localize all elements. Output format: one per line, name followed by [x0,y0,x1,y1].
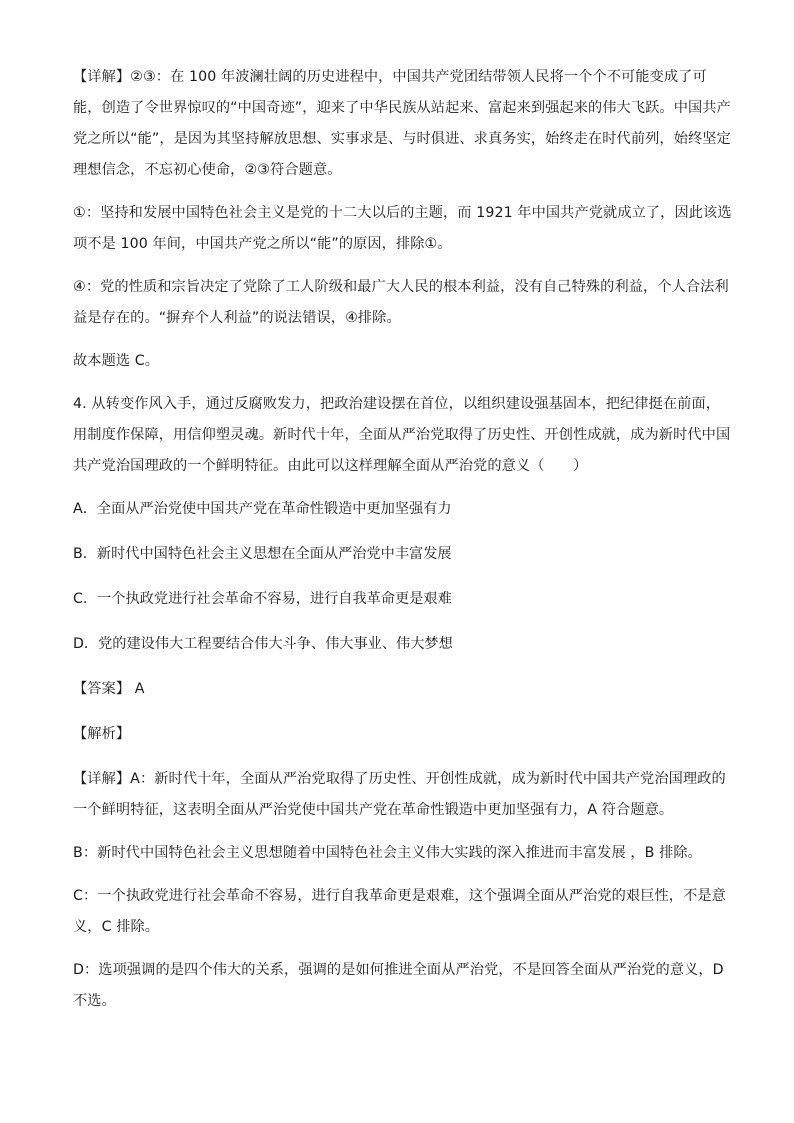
document-page [73,62,733,1017]
detail-paragraph-2: ①：坚持和发展中国特色社会主义是党的十二大以后的主题，而 1921 年中国共产党就成立了，因此该选项不是 100 年间，中国共产党之所以“能”的原因，排除①。 [73,205,732,252]
option-a: A．全面从严治党使中国共产党在革命性锻造中更加坚强有力 [73,501,452,517]
detail-paragraph-5: B：新时代中国特色社会主义思想随着中国特色社会主义伟大实践的深入推进而丰富发展 ，B 排除。 [73,845,702,861]
detail-paragraph-6: C：一个执政党进行社会革命不容易，进行自我革命更是艰难，这个强调全面从严治党的艰巨性，不是意义，C 排除。 [73,888,726,935]
detail-text-2: A：新时代十年，全面从严治党取得了历史性、开创性成就，成为新时代中国共产党治国理政的一个鲜明特征，这表明全面从严治党使中国共产党在革命性锻造中更加坚强有力，A 符合题意。 [73,771,726,818]
detail-paragraph-7: D：选项强调的是四个伟大的关系，强调的是如何推进全面从严治党，不是回答全面从严治党的意义，D 不选。 [73,962,724,1009]
detail-paragraph-4 [73,764,733,826]
option-d: D．党的建设伟大工程要结合伟大斗争、伟大事业、伟大梦想 [73,636,453,652]
detail-tag-2: 【详解】 [73,771,131,787]
detail-paragraph-1 [73,62,733,186]
answer-value: A [134,681,145,697]
answer-line [73,674,733,705]
option-c: C．一个执政党进行社会革命不容易，进行自我革命更是艰难 [73,591,452,607]
detail-tag: 【详解】 [73,69,131,85]
option-b: B．新时代中国特色社会主义思想在全面从严治党中丰富发展 [73,546,452,562]
conclusion-text: 故本题选 C。 [73,353,160,369]
answer-tag: 【答案】 [73,681,131,697]
question-text: 从转变作风入手，通过反腐败发力，把政治建设摆在首位，以组织建设强基固本，把纪律挺在前面，用制度作保障，用信仰塑灵魂。新时代十年，全面从严治党取得了历史性、开创性成就，成为新时代中国共产党治国理政的一个鲜明特征。由此可以这样理解全面从严治党的意义（ ） [73,396,731,474]
detail-text: ②③：在 100 年波澜壮阔的历史进程中，中国共产党团结带领人民将一个个不可能变成了可能，创造了令世界惊叹的“中国奇迹”，迎来了中华民族从站起来、富起来到强起来的伟大飞跃。中国共产党之所以“能”，是因为其坚持解放思想、实事求是、与时俱进、求真务实，始终走在时代前列，始终坚定理想信念，不忘初心使命，②③符合题意。 [73,69,731,178]
question-number: 4. [73,396,87,412]
detail-paragraph-3: ④：党的性质和宗旨决定了党除了工人阶级和最广大人民的根本利益，没有自己特殊的利益，个人合法利益是存在的。“摒弃个人利益”的说法错误，④排除。 [73,279,729,326]
analysis-heading: 【解析】 [73,726,131,742]
question-stem [73,389,733,482]
